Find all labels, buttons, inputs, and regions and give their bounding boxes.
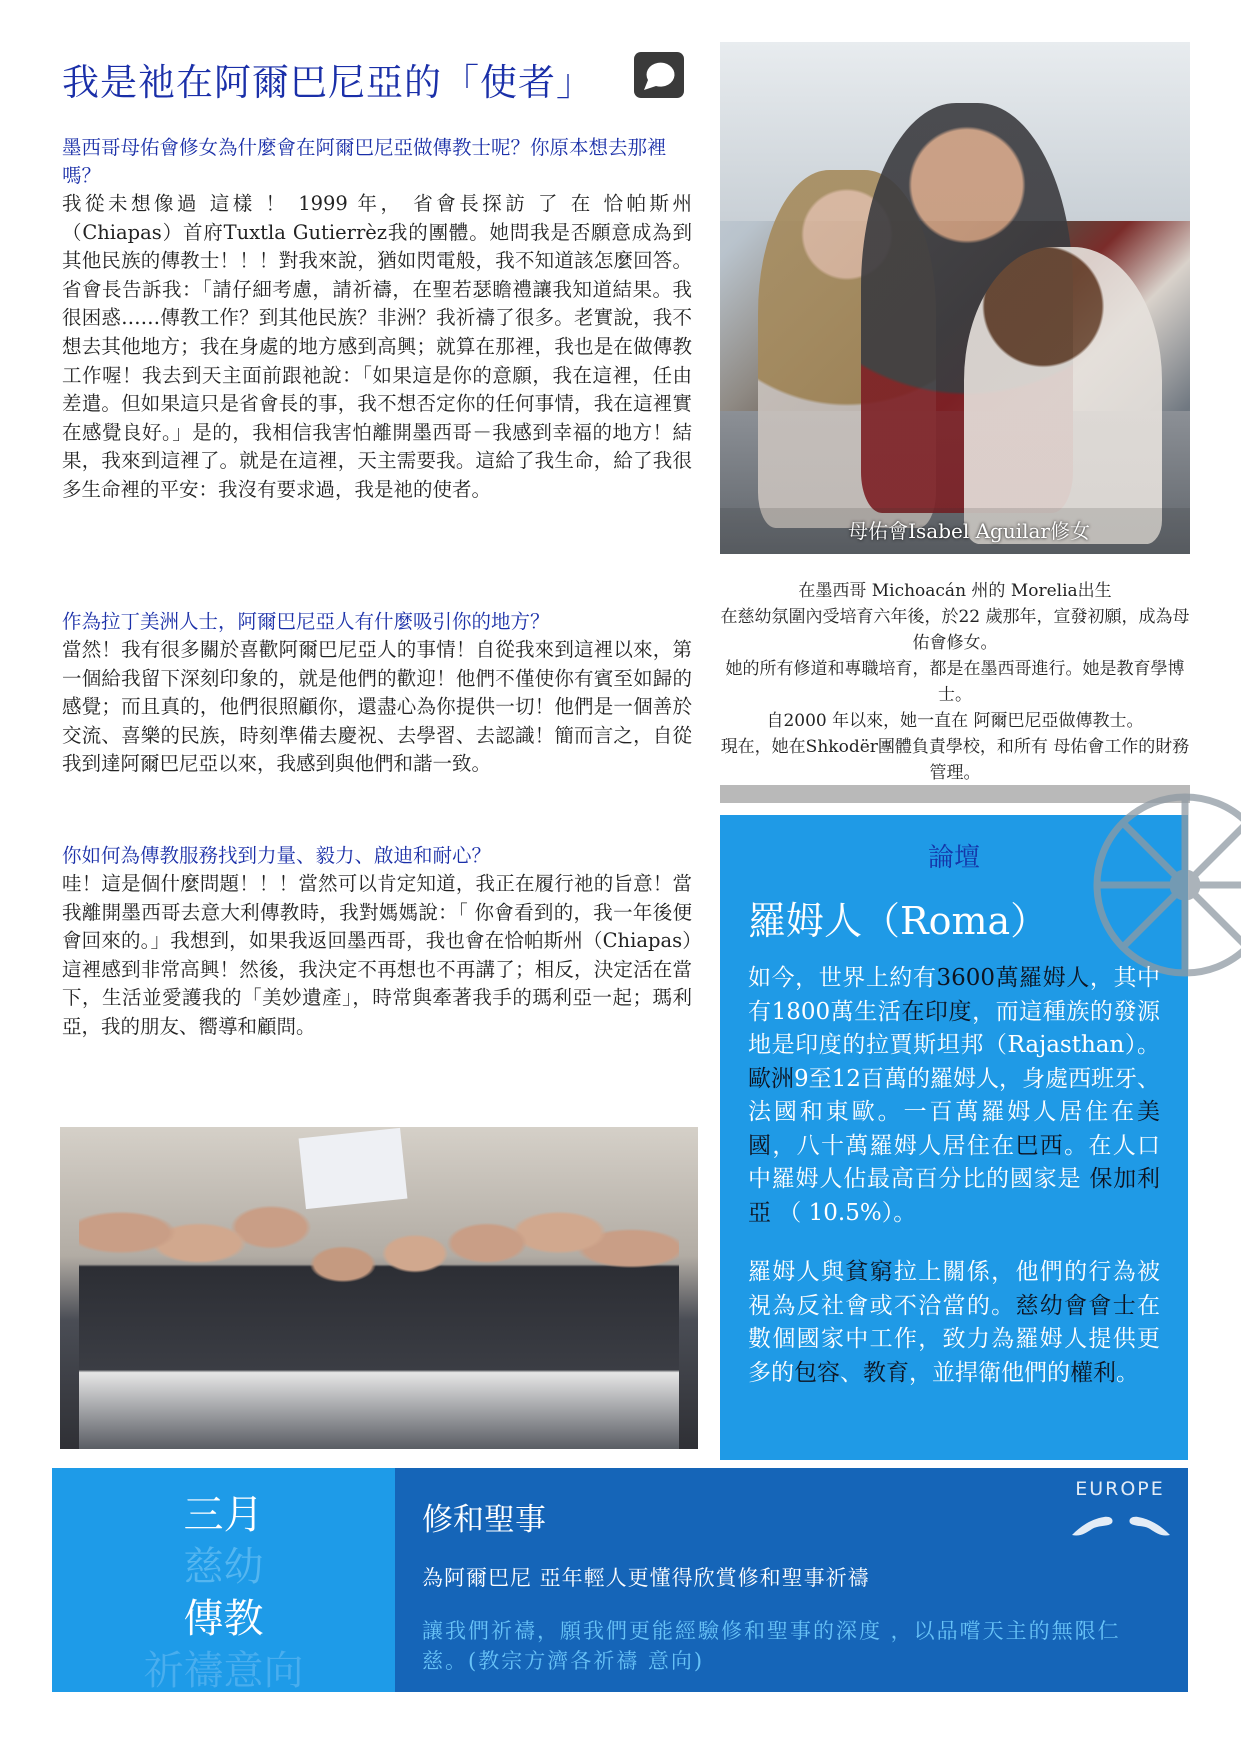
europe-logo-text: EUROPE — [1075, 1478, 1165, 1500]
answer-2: 當然！我有很多關於喜歡阿爾巴尼亞人的事情！自從我來到這裡以來，第一個給我留下深刻印象的，就是他們的歡迎！他們不僅使你有賓至如歸的感覺；而且真的，他們很照顧你，還盡心為你提供一切！他們是一個善於交流、喜樂的民族，時刻準備去慶祝、去學習、去認識！簡而言之，自從我到達阿爾巴尼亞以來，我感到與他們和諧一致。 — [62, 638, 692, 776]
interview-block-2 — [62, 608, 692, 779]
question-2: 作為拉丁美洲人士，阿爾巴尼亞人有什麼吸引你的地方？ — [62, 610, 550, 633]
forum-highlight: 歐洲 — [748, 1065, 795, 1092]
forum-highlight: 保加利亞 — [748, 1166, 1161, 1226]
forum-highlight: 在印度 — [901, 998, 973, 1025]
forum-highlight: 教育 — [863, 1359, 909, 1386]
forum-paragraph-2 — [748, 1256, 1160, 1390]
forum-run: 、 — [840, 1359, 863, 1386]
banner-month: 三月 — [183, 1492, 264, 1538]
chat-bubble-icon — [632, 50, 686, 100]
forum-highlight: 巴西 — [1015, 1132, 1065, 1159]
forum-run: 在數個國家中工作，致力為羅姆人提供更多的 — [748, 1292, 1160, 1386]
photo-caption: 母佑會Isabel Aguilar修女 — [720, 508, 1190, 554]
banner-text: 讓我們祈禱，願我們更能經驗修和聖事的深度 ，以品嚐天主的無限仁慈。(教宗方濟各祈禱 意向) — [422, 1619, 1121, 1673]
forum-run: 拉上關係，他們的行為被視為反社會或不洽當的。 — [748, 1259, 1160, 1319]
forum-highlight: 美國 — [748, 1099, 1160, 1159]
forum-text — [748, 962, 1160, 1416]
forum-run: 。 — [1116, 1359, 1139, 1386]
question-1: 墨西哥母佑會修女為什麼會在阿爾巴尼亞做傳教士呢？你原本想去那裡嗎？ — [62, 136, 667, 187]
banner-line-salesian: 慈幼 — [183, 1544, 264, 1590]
forum-run: （ 10.5%）。 — [771, 1199, 917, 1226]
group-photo — [60, 1127, 698, 1449]
forum-highlight: 權利 — [1070, 1359, 1116, 1386]
forum-title: 羅姆人（Roma） — [748, 899, 1049, 943]
forum-run: 如今，世界上約有 — [748, 965, 937, 991]
bio-line: 在慈幼氛圍內受培育六年後，於22 歲那年，宣發初願，成為母佑會修女。 — [720, 607, 1190, 653]
hands-logo-icon — [1068, 1505, 1174, 1541]
forum-run: ，八十萬羅姆人居住在 — [772, 1132, 1016, 1159]
forum-run: ，其中有1800萬生活 — [748, 965, 1161, 1025]
forum-run: ，並捍衛他們的 — [909, 1359, 1070, 1386]
forum-run: 羅姆人與 — [748, 1259, 846, 1285]
banner-title: 修和聖事 — [422, 1502, 546, 1538]
sister-hug-photo — [720, 42, 1190, 554]
page-title: 我是祂在阿爾巴尼亞的「使者」 — [62, 61, 594, 104]
bio-line: 在墨西哥 Michoacán 州的 Morelia出生 — [798, 581, 1112, 601]
forum-run: 9至12百萬的羅姆人，身處西班牙、法國和東歐。一百萬羅姆人居住在 — [748, 1065, 1160, 1125]
interview-block-1 — [62, 134, 692, 505]
question-3: 你如何為傳教服務找到力量、毅力、啟迪和耐心？ — [62, 844, 492, 867]
forum-paragraph-1 — [748, 962, 1160, 1230]
banner-line-mission: 傳教 — [183, 1596, 264, 1642]
forum-highlight: 慈幼會會士 — [1015, 1292, 1137, 1319]
bio-line: 現在，她在Shkodër團體負責學校，和所有 母佑會工作的財務管理。 — [720, 737, 1190, 783]
bio-line: 自2000 年以來，她一直在 阿爾巴尼亞做傳教士。 — [766, 711, 1144, 731]
bio-line: 她的所有修道和專職培育，都是在墨西哥進行。她是教育學博士。 — [725, 659, 1185, 705]
bio-text — [720, 578, 1190, 786]
wheel-icon — [1085, 785, 1241, 985]
interview-block-3 — [62, 842, 692, 1042]
banner-line-intention: 祈禱意向 — [143, 1648, 304, 1694]
forum-run: ，而這種族的發源地是印度的拉賈斯坦邦（Rajasthan）。 — [748, 998, 1161, 1058]
forum-highlight: 3600萬羅姆人 — [936, 965, 1090, 991]
forum-label: 論壇 — [927, 843, 980, 873]
forum-highlight: 貧窮 — [845, 1259, 894, 1285]
answer-3: 哇！這是個什麼問題！！！當然可以肯定知道，我正在履行祂的旨意！當我離開墨西哥去意大利傳教時，我對媽媽說：「 你會看到的，我一年後便會回來的。」我想到，如果我返回墨西哥，我也會在恰帕斯州（Chiapas）這裡感到非常高興！然後，我決定不再想也不再講了；相反，決定活在當下，生活並愛護我的「美妙遺產」，時常與牽著我手的瑪利亞一起；瑪利亞，我的朋友、嚮導和顧問。 — [62, 872, 692, 1038]
forum-run: 。在人口中羅姆人佔最高百分比的國家是 — [748, 1132, 1160, 1192]
answer-1: 我從未想像過 這樣 ！ 1999 年， 省會長探訪 了 在 恰帕斯州（Chiapas）首府Tuxtla Gutierrèz我的團體。她問我是否願意成為到其他民族的傳教士！！！對我來說，猶如閃電般，我不知道該怎麼回答。省會長告訴我：「請仔細考慮，請祈禱，在聖若瑟瞻禮讓我知道結果。我很困惑……傳教工作？到其他民族？非洲？我祈禱了很多。老實說，我不想去其他地方；我在身處的地方感到高興；就算在那裡，我也是在做傳教工作喔！我去到天主面前跟祂說：「如果這是你的意願，我在這裡，任由差遣。但如果這只是省會長的事，我不想否定你的任何事情，我在這裡實在感覺良好。」是的，我相信我害怕離開墨西哥－我感到幸福的地方！結果，我來到這裡了。就是在這裡，天主需要我。這給了我生命，給了我很多生命裡的平安：我沒有要求過，我是祂的使者。 — [62, 192, 692, 501]
forum-highlight: 包容 — [794, 1359, 840, 1386]
banner-subtitle: 為阿爾巴尼 亞年輕人更懂得欣賞修和聖事祈禱 — [422, 1566, 870, 1590]
